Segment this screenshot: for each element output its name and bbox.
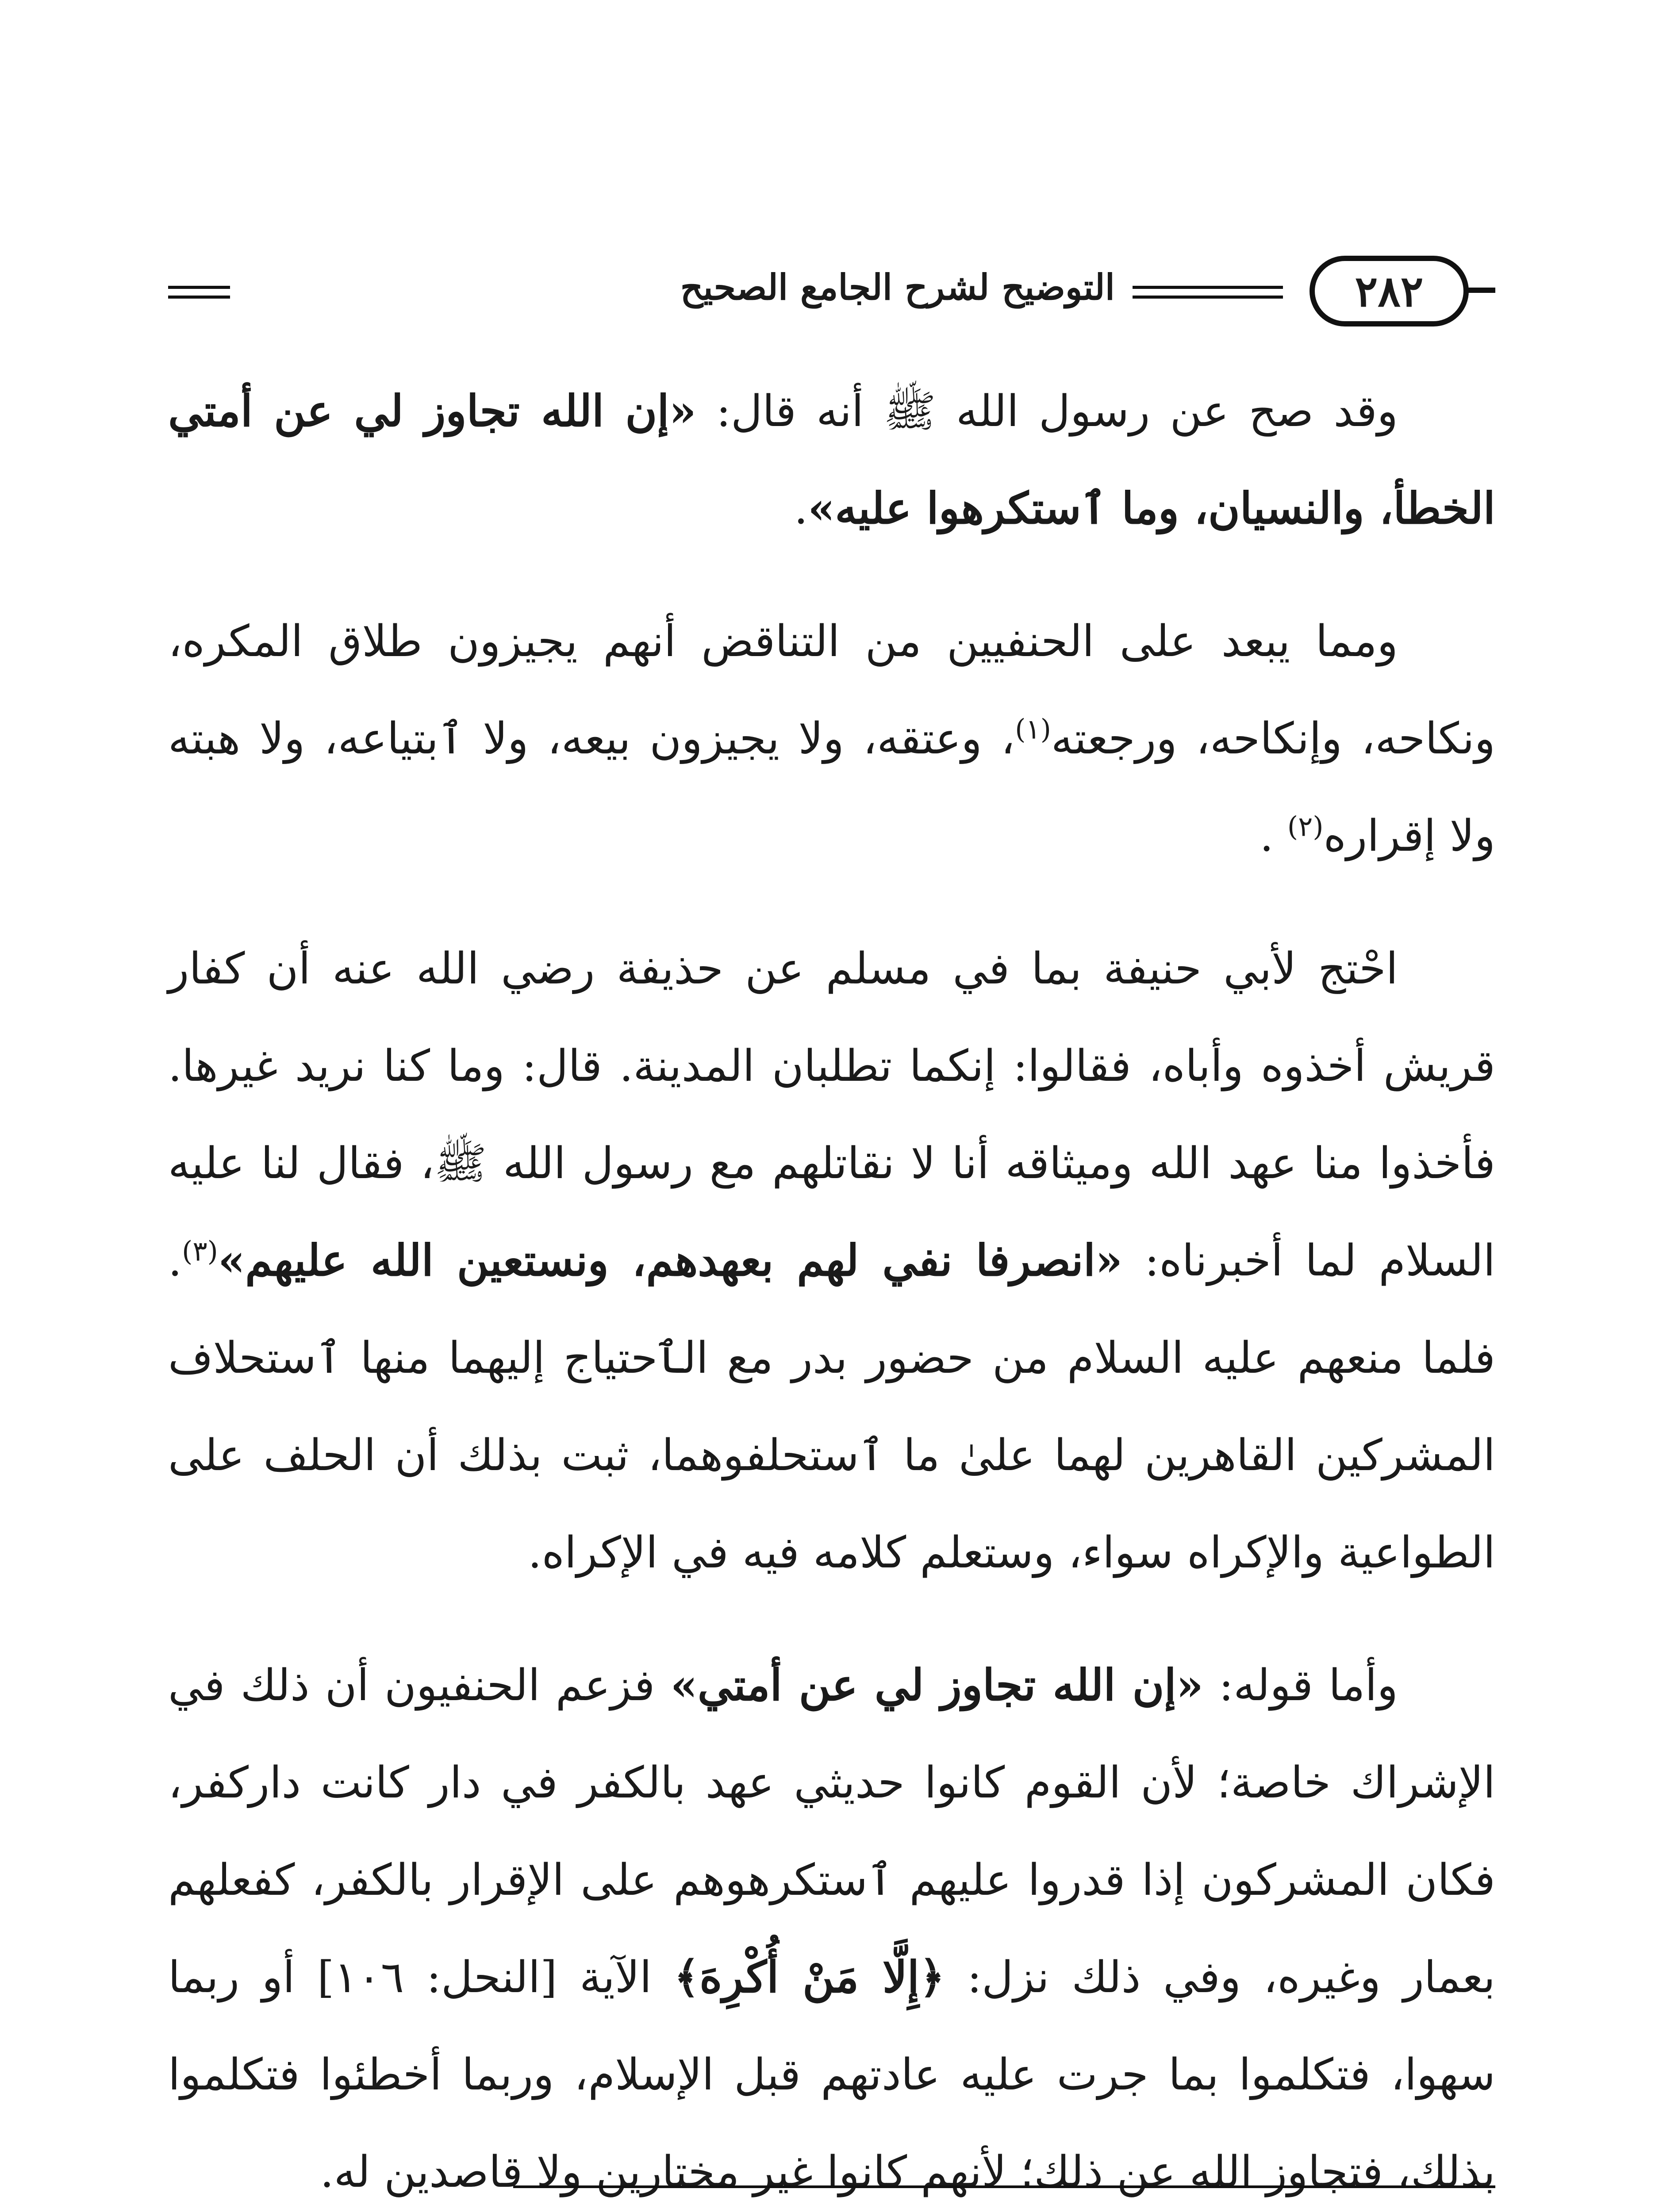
footnote-separator	[513, 2185, 1495, 2188]
quoted-text: ﴿إِلَّا مَنْ أُكْرِهَ﴾	[674, 1952, 945, 2003]
header-rule-left-bottom	[168, 296, 230, 299]
quoted-text: «إن الله تجاوز لي عن أمتي الخطأ، والنسيان، وما ٱستكرهوا عليه»	[168, 386, 1495, 534]
footnote-marker: (١)	[1015, 713, 1051, 745]
quoted-text: «انصرفا نفي لهم بعهدهم، ونستعين الله عليهم»	[218, 1235, 1123, 1286]
page-number: ٢٨٢	[1310, 256, 1469, 326]
paragraph-text: . فلما منعهم عليه السلام من حضور بدر مع الٱحتياج إليهما منها ٱستحلاف المشركين القاهرين لهما علىٰ ما ٱستحلفوهما، ثبت بذلك أن الحلف على الطواعية والإكراه سواء، وستعلم كلامه فيه في الإكراه.	[168, 1236, 1496, 1578]
header-rule-right-top	[1133, 286, 1283, 289]
paragraph-text: وأما قوله:	[1203, 1660, 1398, 1711]
paragraph-text: ومما يبعد على الحنفيين من التناقض أنهم يجيزون طلاق المكره، ونكاحه، وإنكاحه، ورجعته	[168, 616, 1495, 764]
paragraph-text: الآية [النحل: ١٠٦] أو ربما سهوا، فتكلموا بما جرت عليه عادتهم قبل الإسلام، وربما أخطئوا فتكلموا بذلك، فتجاوز الله عن ذلك؛ لأنهم كانوا غير مختارين ولا قاصدين له.	[168, 1952, 1495, 2197]
paragraph-text: فزعم الحنفيون أن ذلك في الإشراك خاصة؛ لأن القوم كانوا حديثي عهد بالكفر في دار كانت داركفر، فكان المشركون إذا قدروا عليهم ٱستكرهوهم على الإقرار بالكفر، كفعلهم بعمار وغيره، وفي ذلك نزل:	[168, 1660, 1495, 2003]
paragraph	[168, 920, 1495, 1601]
paragraph-text: .	[1260, 811, 1287, 861]
page-number-ornament	[1283, 239, 1495, 345]
paragraph-text: .	[794, 484, 808, 534]
header-rule-right-bottom	[1133, 296, 1283, 299]
paragraph-text: احْتج لأبي حنيفة بما في مسلم عن حذيفة رضي الله عنه أن كفار قريش أخذوه وأباه، فقالوا: إنكما تطلبان المدينة. قال: وما كنا نريد غيرها. فأخذوا منا عهد الله وميثاقه أنا لا نقاتلهم مع رسول الله ﷺ، فقال لنا عليه السلام لما أخبرناه:	[168, 944, 1495, 1286]
header-rule-left-top	[168, 286, 230, 289]
paragraph	[168, 1637, 1495, 2212]
footnote-marker: (٢)	[1287, 810, 1324, 843]
page-header	[168, 239, 1495, 345]
quoted-text: «إن الله تجاوز لي عن أمتي»	[670, 1660, 1204, 1711]
paragraph-text: وقد صح عن رسول الله ﷺ أنه قال:	[696, 386, 1398, 437]
paragraph-text: ، وعتقه، ولا يجيزون بيعه، ولا ٱبتياعه، ولا هبته ولا إقراره	[168, 714, 1495, 861]
paragraph	[168, 363, 1495, 557]
footnote-marker: (٣)	[182, 1235, 218, 1267]
paragraph	[168, 593, 1495, 885]
running-title: التوضيح لشرح الجامع الصحيح	[680, 266, 1115, 308]
main-text	[168, 363, 1495, 2212]
